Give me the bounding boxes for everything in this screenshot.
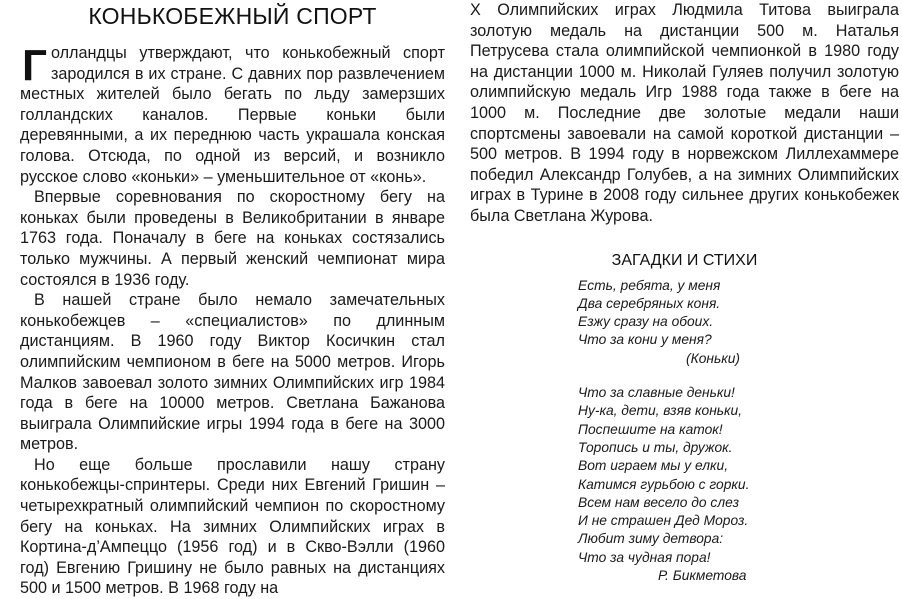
poem-line: Торопись и ты, дружок. (578, 439, 733, 455)
poem-line: Ну-ка, дети, взяв коньки, (578, 403, 743, 419)
article-paragraph: Голландцы утверждают, что конькобежный спорт зародился в их стране. С давних пор развлечением местных жителей было бегать по льду замерзших голландских каналов. Первые коньки были деревянными, а их переднюю часть украшала конская голова. Отсюда, по одной из версий, и возникло русское слово «коньки» – уменьшительное от «конь». (20, 41, 445, 186)
riddle-line: Два серебряных коня. (578, 295, 721, 311)
article-continuation (470, 0, 899, 227)
poem-line: И не страшен Дед Мороз. (578, 513, 749, 529)
section-title: ЗАГАДКИ И СТИХИ (611, 251, 758, 269)
poem-line: Что за чудная пора! (578, 549, 711, 565)
left-column (20, 0, 445, 599)
poem-line: Всем нам весело до слез (578, 494, 740, 510)
poem (578, 384, 899, 585)
drop-cap: Г (22, 41, 47, 90)
spacer (470, 368, 899, 384)
article-paragraph: Но еще больше прославили нашу страну конькобежцы-спринтеры. Среди них Евгений Гришин – четырехкратный олимпийский чемпион по скоростному бегу на коньках. На зимних Олимпийских играх в Кортина-д’Ампеццо (1956 год) и в Скво-Вэлли (1960 год) Евгению Гришину не было равных на дистанциях 500 и 1500 метров. В 1968 году на (20, 455, 445, 598)
article-paragraph: Х Олимпийских играх Людмила Титова выиграла золотую медаль на дистанции 500 м. Наталья Петрусева стала олимпийской чемпионкой в 1980 году на дистанции 1000 м. Николай Гуляев получил золотую олимпийскую медаль Игр 1988 года также в беге на 1000 м. Последние две золотые медали наши спортсмены завоевали на самой короткой дистанции – 500 метров. В 1994 году в норвежском Лиллехаммере победил Александр Голубев, а на зимних Олимпийских играх в Турине в 2008 году сильнее других конькобежек была Светлана Журова. (470, 1, 899, 225)
poem-line: Что за славные деньки! (578, 385, 735, 401)
article-paragraph: Впервые соревнования по скоростному бегу на коньках были проведены в Великобритании в январе 1763 года. Поначалу в беге на коньках состязались только мужчины. А первый женский чемпионат мира состоялся в 1936 году. (20, 188, 445, 289)
riddle-answer: (Коньки) (686, 350, 741, 366)
right-column (470, 0, 899, 585)
poem-line: Вот играем мы у елки, (578, 458, 729, 474)
riddle-line: Есть, ребята, у меня (578, 277, 721, 293)
article-title: КОНЬКОБЕЖНЫЙ СПОРТ (88, 3, 377, 29)
poem-author: Р. Бикметова (658, 567, 747, 583)
riddle-line: Езжу сразу на обоих. (578, 314, 714, 330)
poem-line: Катимся гурьбою с горки. (578, 476, 750, 492)
poem-line: Любит зиму детвора: (578, 531, 724, 547)
poem-line: Поспешите на каток! (578, 421, 723, 437)
article-paragraph: В нашей стране было немало замечательных конькобежцев – «специалистов» по длинным дистанциям. В 1960 году Виктор Косичкин стал олимпийским чемпионом в беге на 5000 метров. Игорь Малков завоевал золото зимних Олимпийских игр 1984 года в беге на 10000 метров. Светлана Бажанова выиграла Олимпийские игры 1994 года в беге на 3000 метров. (20, 291, 445, 454)
riddle-line: Что за кони у меня? (578, 332, 712, 348)
riddle (578, 277, 899, 368)
